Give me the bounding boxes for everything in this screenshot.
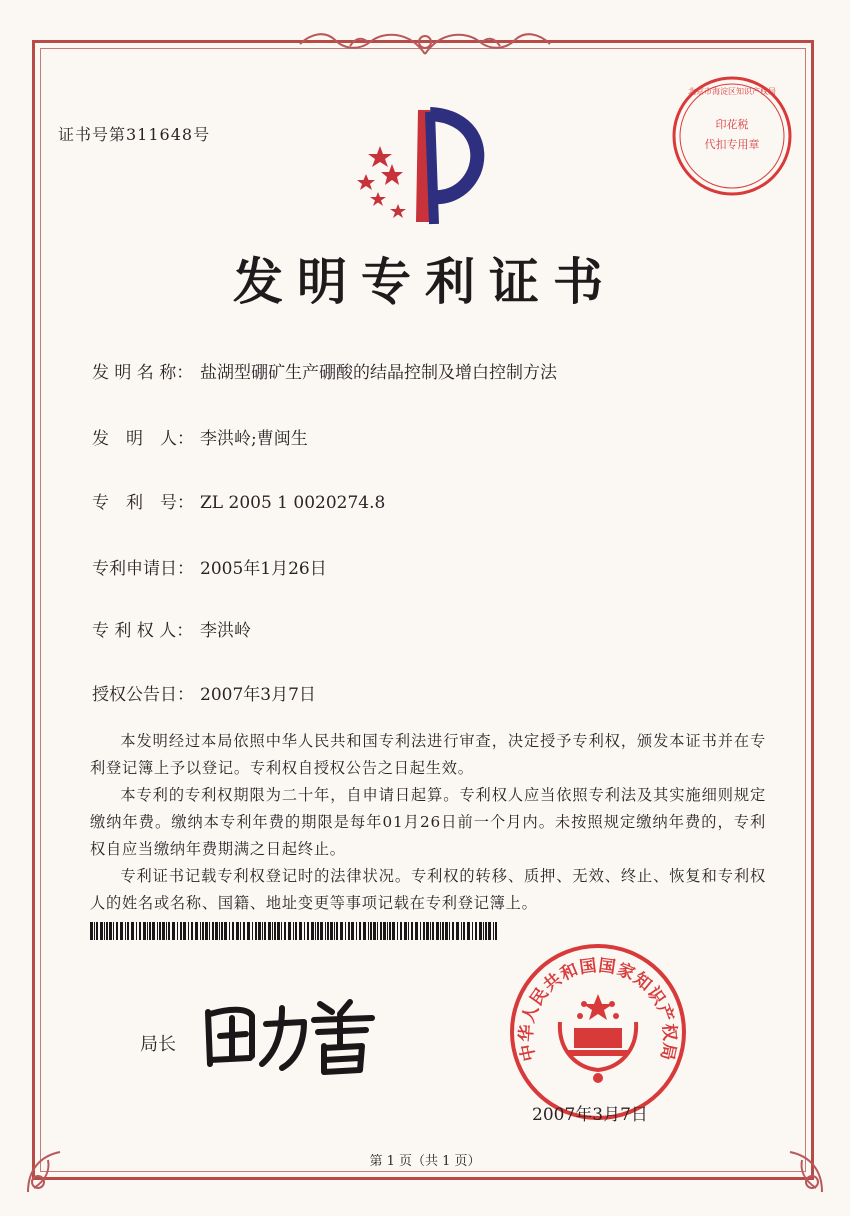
barcode-bar	[183, 922, 186, 940]
barcode-bar	[157, 922, 158, 940]
barcode-bar	[200, 922, 201, 940]
barcode-bar	[348, 922, 350, 940]
barcode-bar	[162, 922, 165, 940]
barcode-bar	[383, 922, 386, 940]
field-label: 发 明 名 称：	[92, 363, 194, 383]
field-patent-number	[92, 488, 385, 513]
barcode-bar	[392, 922, 395, 940]
barcode-bar	[172, 922, 175, 940]
barcode-bar	[325, 922, 326, 940]
body-paragraph: 本专利的专利权期限为二十年，自申请日起算。专利权人应当依照专利法及其实施细则规定缴纳年费。缴纳本专利年费的期限是每年01月26日前一个月内。未按照规定缴纳年费的，专利权自应当缴纳年费期满之日起终止。	[90, 786, 766, 858]
barcode-bar	[340, 922, 343, 940]
barcode-bar	[420, 922, 421, 940]
barcode-bar	[440, 922, 441, 940]
barcode-bar	[104, 922, 105, 940]
barcode-bar	[495, 922, 497, 940]
barcode-bar	[116, 922, 118, 940]
barcode-bar	[113, 922, 114, 940]
barcode-bar	[483, 922, 484, 940]
barcode-bar	[389, 922, 391, 940]
barcode-bar	[449, 922, 450, 940]
barcode-bar	[442, 922, 444, 940]
barcode-bar	[467, 922, 470, 940]
barcode-bar	[408, 922, 409, 940]
patent-office-logo	[352, 104, 492, 228]
barcode-bar	[209, 922, 210, 940]
barcode	[90, 922, 500, 940]
top-ornament	[290, 26, 560, 60]
certificate-body	[90, 728, 766, 917]
barcode-bar	[221, 922, 223, 940]
barcode-bar	[215, 922, 218, 940]
tax-seal	[668, 72, 796, 200]
field-value: 李洪岭;曹闽生	[200, 429, 308, 449]
svg-text:北京市海淀区知识产权局: 北京市海淀区知识产权局	[688, 87, 776, 96]
barcode-bar	[370, 922, 372, 940]
barcode-bar	[247, 922, 250, 940]
barcode-bar	[299, 922, 302, 940]
barcode-bar	[106, 922, 108, 940]
barcode-bar	[336, 922, 338, 940]
barcode-bar	[243, 922, 245, 940]
barcode-bar	[363, 922, 366, 940]
field-value: 李洪岭	[200, 621, 251, 641]
barcode-bar	[159, 922, 161, 940]
barcode-bar	[180, 922, 182, 940]
barcode-bar	[463, 922, 465, 940]
svg-text:代扣专用章: 代扣专用章	[704, 138, 760, 151]
field-inventor	[92, 424, 308, 449]
svg-text:中华人民共和国国家知识产权局: 中华人民共和国国家知识产权局	[516, 955, 680, 1063]
field-label: 授权公告日：	[92, 685, 194, 705]
barcode-bar	[488, 922, 491, 940]
barcode-bar	[236, 922, 239, 940]
barcode-bar	[136, 922, 137, 940]
barcode-bar	[411, 922, 413, 940]
barcode-bar	[456, 922, 459, 940]
barcode-bar	[219, 922, 220, 940]
barcode-bar	[288, 922, 291, 940]
body-paragraph: 本发明经过本局依照中华人民共和国专利法进行审查，决定授予专利权，颁发本证书并在专利登记簿上予以登记。专利权自授权公告之日起生效。	[90, 732, 766, 777]
barcode-bar	[277, 922, 280, 940]
barcode-bar	[284, 922, 286, 940]
barcode-bar	[100, 922, 103, 940]
barcode-bar	[380, 922, 382, 940]
barcode-bar	[327, 922, 329, 940]
field-grant-date	[92, 680, 316, 705]
barcode-bar	[90, 922, 93, 940]
barcode-bar	[320, 922, 323, 940]
barcode-bar	[295, 922, 297, 940]
barcode-bar	[139, 922, 141, 940]
barcode-bar	[94, 922, 95, 940]
field-label: 专 利 权 人：	[92, 621, 194, 641]
barcode-bar	[311, 922, 314, 940]
barcode-bar	[240, 922, 241, 940]
barcode-bar	[127, 922, 129, 940]
barcode-bar	[387, 922, 388, 940]
director-signature	[200, 994, 380, 1076]
barcode-bar	[96, 922, 98, 940]
field-value: 2005年1月26日	[200, 559, 327, 579]
body-paragraph: 专利证书记载专利权登记时的法律状况。专利权的转移、质押、无效、终止、恢复和专利权人的姓名或名称、国籍、地址变更等事项记载在专利登记簿上。	[90, 867, 766, 912]
barcode-bar	[317, 922, 319, 940]
field-label: 专 利 号：	[92, 493, 194, 513]
barcode-bar	[485, 922, 487, 940]
field-application-date	[92, 554, 327, 579]
barcode-bar	[255, 922, 257, 940]
barcode-bar	[359, 922, 361, 940]
barcode-bar	[304, 922, 305, 940]
barcode-bar	[147, 922, 148, 940]
barcode-bar	[268, 922, 271, 940]
barcode-bar	[202, 922, 204, 940]
barcode-bar	[436, 922, 439, 940]
barcode-bar	[258, 922, 261, 940]
barcode-bar	[212, 922, 214, 940]
barcode-bar	[493, 922, 494, 940]
barcode-bar	[351, 922, 354, 940]
barcode-bar	[232, 922, 234, 940]
barcode-bar	[205, 922, 208, 940]
barcode-bar	[293, 922, 294, 940]
barcode-bar	[377, 922, 378, 940]
barcode-bar	[423, 922, 425, 940]
field-patentee	[92, 616, 251, 641]
certificate-title: 发明专利证书	[233, 252, 617, 311]
barcode-bar	[143, 922, 146, 940]
field-value: ZL 2005 1 0020274.8	[200, 493, 386, 513]
barcode-bar	[426, 922, 429, 940]
barcode-bar	[307, 922, 309, 940]
barcode-bar	[224, 922, 227, 940]
barcode-bar	[177, 922, 178, 940]
barcode-bar	[262, 922, 263, 940]
director-label: 局长	[140, 1034, 176, 1055]
barcode-bar	[125, 922, 126, 940]
barcode-bar	[274, 922, 276, 940]
barcode-bar	[475, 922, 477, 940]
barcode-bar	[168, 922, 170, 940]
barcode-bar	[356, 922, 357, 940]
issue-date: 2007年3月7日	[532, 1105, 648, 1125]
barcode-bar	[472, 922, 473, 940]
barcode-bar	[120, 922, 123, 940]
barcode-bar	[149, 922, 151, 940]
barcode-bar	[415, 922, 418, 940]
barcode-bar	[131, 922, 134, 940]
barcode-bar	[452, 922, 454, 940]
barcode-bar	[397, 922, 398, 940]
page-number: 第 1 页（共 1 页）	[369, 1154, 481, 1169]
barcode-bar	[315, 922, 316, 940]
barcode-bar	[252, 922, 253, 940]
barcode-bar	[430, 922, 431, 940]
barcode-bar	[195, 922, 198, 940]
barcode-bar	[272, 922, 273, 940]
barcode-bar	[373, 922, 376, 940]
field-invention-name	[92, 358, 557, 383]
field-value: 2007年3月7日	[200, 685, 316, 705]
certificate-number: 证书号第311648号	[58, 125, 211, 144]
barcode-bar	[368, 922, 369, 940]
barcode-bar	[461, 922, 462, 940]
barcode-bar	[345, 922, 346, 940]
barcode-bar	[152, 922, 155, 940]
barcode-bar	[264, 922, 266, 940]
field-label: 专利申请日：	[92, 559, 194, 579]
national-ip-office-seal	[508, 942, 688, 1122]
barcode-bar	[334, 922, 335, 940]
barcode-bar	[109, 922, 112, 940]
barcode-bar	[445, 922, 448, 940]
barcode-bar	[281, 922, 282, 940]
barcode-bar	[191, 922, 193, 940]
barcode-bar	[400, 922, 402, 940]
svg-text:印花税: 印花税	[715, 118, 749, 131]
barcode-bar	[404, 922, 407, 940]
barcode-bar	[432, 922, 434, 940]
field-value: 盐湖型硼矿生产硼酸的结晶控制及增白控制方法	[200, 363, 557, 383]
barcode-bar	[479, 922, 482, 940]
barcode-bar	[330, 922, 333, 940]
field-label: 发 明 人：	[92, 429, 194, 449]
barcode-bar	[229, 922, 230, 940]
barcode-bar	[166, 922, 167, 940]
barcode-bar	[188, 922, 189, 940]
